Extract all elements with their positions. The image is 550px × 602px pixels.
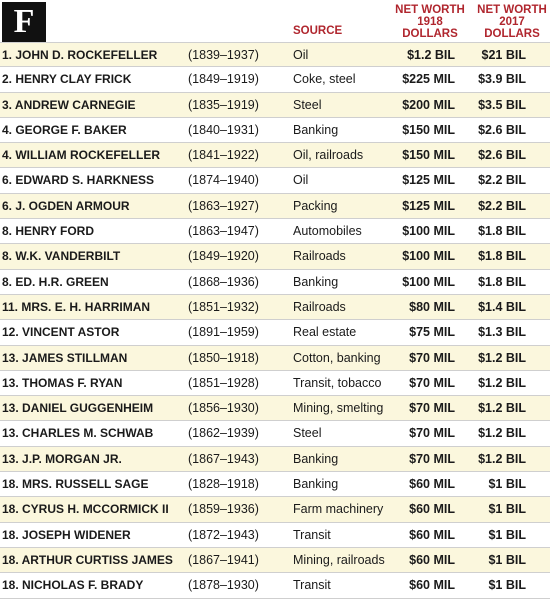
lifespan: (1851–1932) [188, 299, 259, 314]
table-row [0, 371, 550, 396]
wealth-source: Oil [293, 173, 309, 188]
lifespan: (1851–1928) [188, 375, 259, 390]
table-row [0, 244, 550, 269]
net-worth-2017: $2.2 BIL [478, 198, 526, 213]
header-2017-line-2: 2017 [499, 16, 525, 28]
net-worth-1918: $225 MIL [402, 72, 455, 87]
net-worth-2017: $1.2 BIL [478, 426, 526, 441]
table-row [0, 346, 550, 371]
table-row [0, 497, 550, 522]
wealth-source: Mining, railroads [293, 552, 385, 567]
net-worth-1918: $60 MIL [409, 477, 455, 492]
table-row [0, 320, 550, 345]
net-worth-2017: $1.2 BIL [478, 451, 526, 466]
person-name: 13. DANIEL GUGGENHEIM [2, 401, 154, 416]
wealth-source: Mining, smelting [293, 401, 384, 416]
table-row [0, 472, 550, 497]
table-row [0, 573, 550, 598]
net-worth-1918: $150 MIL [402, 122, 455, 137]
wealth-source: Banking [293, 274, 339, 289]
net-worth-2017: $1 BIL [488, 578, 526, 593]
net-worth-2017: $1.4 BIL [478, 299, 526, 314]
table-row [0, 118, 550, 143]
table-row [0, 42, 550, 67]
person-name: 18. MRS. RUSSELL SAGE [2, 477, 149, 492]
table-row [0, 447, 550, 472]
net-worth-1918: $70 MIL [409, 426, 455, 441]
person-name: 8. ED. H.R. GREEN [2, 274, 109, 289]
net-worth-1918: $100 MIL [402, 224, 455, 239]
header-net-worth-2017 [474, 4, 550, 40]
net-worth-1918: $200 MIL [402, 97, 455, 112]
net-worth-2017: $2.6 BIL [478, 148, 526, 163]
person-name: 1. JOHN D. ROCKEFELLER [2, 48, 158, 62]
richest-table [0, 42, 550, 599]
lifespan: (1891–1959) [188, 325, 259, 340]
lifespan: (1868–1936) [188, 274, 259, 289]
table-row [0, 143, 550, 168]
wealth-source: Automobiles [293, 224, 362, 239]
net-worth-2017: $1 BIL [488, 477, 526, 492]
lifespan: (1850–1918) [188, 350, 259, 365]
lifespan: (1859–1936) [188, 502, 259, 517]
person-name: 13. JAMES STILLMAN [2, 350, 128, 365]
lifespan: (1878–1930) [188, 578, 259, 593]
net-worth-1918: $60 MIL [409, 502, 455, 517]
table-row [0, 194, 550, 219]
table-row [0, 421, 550, 446]
wealth-source: Real estate [293, 325, 357, 340]
wealth-source: Banking [293, 451, 339, 466]
net-worth-1918: $100 MIL [402, 274, 455, 289]
lifespan: (1862–1939) [188, 426, 259, 441]
person-name: 13. CHARLES M. SCHWAB [2, 426, 154, 441]
table-row [0, 548, 550, 573]
person-name: 6. EDWARD S. HARKNESS [2, 173, 155, 188]
wealth-source: Banking [293, 122, 339, 137]
net-worth-1918: $70 MIL [409, 375, 455, 390]
wealth-source: Steel [293, 97, 322, 112]
person-name: 4. WILLIAM ROCKEFELLER [2, 148, 160, 163]
wealth-source: Steel [293, 426, 322, 441]
header-net-worth-1918 [387, 4, 473, 40]
wealth-source: Transit, tobacco [293, 375, 382, 390]
header-1918-line-2: 1918 [417, 16, 443, 28]
person-name: 18. NICHOLAS F. BRADY [2, 578, 144, 593]
person-name: 18. JOSEPH WIDENER [2, 527, 131, 542]
table-row [0, 396, 550, 421]
wealth-source: Transit [293, 578, 331, 593]
person-name: 6. J. OGDEN ARMOUR [2, 198, 130, 213]
person-name: 8. HENRY FORD [2, 224, 95, 239]
net-worth-2017: $1.3 BIL [478, 325, 526, 340]
person-name: 13. THOMAS F. RYAN [2, 375, 123, 390]
net-worth-2017: $2.2 BIL [478, 173, 526, 188]
net-worth-2017: $21 BIL [481, 48, 526, 62]
wealth-source: Railroads [293, 299, 346, 314]
table-row [0, 93, 550, 118]
table-row [0, 168, 550, 193]
header-1918-line-1: NET WORTH [395, 4, 465, 16]
lifespan: (1867–1941) [188, 552, 259, 567]
wealth-source: Transit [293, 527, 331, 542]
header-2017-line-3: DOLLARS [484, 28, 540, 40]
wealth-source: Banking [293, 477, 339, 492]
lifespan: (1835–1919) [188, 97, 259, 112]
net-worth-2017: $1.8 BIL [478, 249, 526, 264]
header-2017-line-1: NET WORTH [477, 4, 547, 16]
person-name: 13. J.P. MORGAN JR. [2, 451, 122, 466]
lifespan: (1841–1922) [188, 148, 259, 163]
net-worth-1918: $1.2 BIL [407, 48, 455, 62]
net-worth-2017: $3.9 BIL [478, 72, 526, 87]
net-worth-1918: $75 MIL [409, 325, 455, 340]
person-name: 12. VINCENT ASTOR [2, 325, 120, 340]
net-worth-2017: $1.8 BIL [478, 224, 526, 239]
net-worth-2017: $2.6 BIL [478, 122, 526, 137]
person-name: 11. MRS. E. H. HARRIMAN [2, 299, 151, 314]
net-worth-1918: $125 MIL [402, 198, 455, 213]
person-name: 2. HENRY CLAY FRICK [2, 72, 132, 87]
net-worth-1918: $70 MIL [409, 401, 455, 416]
header-1918-line-3: DOLLARS [402, 28, 458, 40]
net-worth-1918: $70 MIL [409, 350, 455, 365]
person-name: 4. GEORGE F. BAKER [2, 122, 127, 137]
net-worth-2017: $1.2 BIL [478, 401, 526, 416]
forbes-logo-icon: F [2, 2, 46, 42]
lifespan: (1828–1918) [188, 477, 259, 492]
net-worth-2017: $1.8 BIL [478, 274, 526, 289]
wealth-source: Cotton, banking [293, 350, 381, 365]
net-worth-2017: $1.2 BIL [478, 375, 526, 390]
header-source: SOURCE [293, 25, 343, 37]
lifespan: (1849–1919) [188, 72, 259, 87]
lifespan: (1840–1931) [188, 122, 259, 137]
net-worth-1918: $60 MIL [409, 552, 455, 567]
table-row [0, 219, 550, 244]
wealth-source: Farm machinery [293, 502, 384, 517]
net-worth-2017: $1 BIL [488, 552, 526, 567]
net-worth-1918: $80 MIL [409, 299, 455, 314]
lifespan: (1867–1943) [188, 451, 259, 466]
wealth-source: Oil, railroads [293, 148, 364, 163]
table-row [0, 270, 550, 295]
person-name: 8. W.K. VANDERBILT [2, 249, 121, 264]
wealth-source: Railroads [293, 249, 346, 264]
lifespan: (1872–1943) [188, 527, 259, 542]
table-row [0, 67, 550, 92]
lifespan: (1849–1920) [188, 249, 259, 264]
net-worth-1918: $150 MIL [402, 148, 455, 163]
lifespan: (1863–1927) [188, 198, 259, 213]
wealth-source: Packing [293, 198, 338, 213]
net-worth-1918: $125 MIL [402, 173, 455, 188]
net-worth-2017: $1 BIL [488, 527, 526, 542]
net-worth-1918: $60 MIL [409, 578, 455, 593]
wealth-source: Oil [293, 48, 309, 62]
person-name: 18. ARTHUR CURTISS JAMES [2, 552, 173, 567]
table-row [0, 523, 550, 548]
net-worth-1918: $70 MIL [409, 451, 455, 466]
lifespan: (1839–1937) [188, 48, 259, 62]
wealth-source: Coke, steel [293, 72, 356, 87]
person-name: 3. ANDREW CARNEGIE [2, 97, 136, 112]
net-worth-2017: $1 BIL [488, 502, 526, 517]
net-worth-1918: $60 MIL [409, 527, 455, 542]
net-worth-2017: $3.5 BIL [478, 97, 526, 112]
net-worth-2017: $1.2 BIL [478, 350, 526, 365]
person-name: 18. CYRUS H. MCCORMICK II [2, 502, 169, 517]
net-worth-1918: $100 MIL [402, 249, 455, 264]
lifespan: (1874–1940) [188, 173, 259, 188]
lifespan: (1863–1947) [188, 224, 259, 239]
table-row [0, 295, 550, 320]
lifespan: (1856–1930) [188, 401, 259, 416]
